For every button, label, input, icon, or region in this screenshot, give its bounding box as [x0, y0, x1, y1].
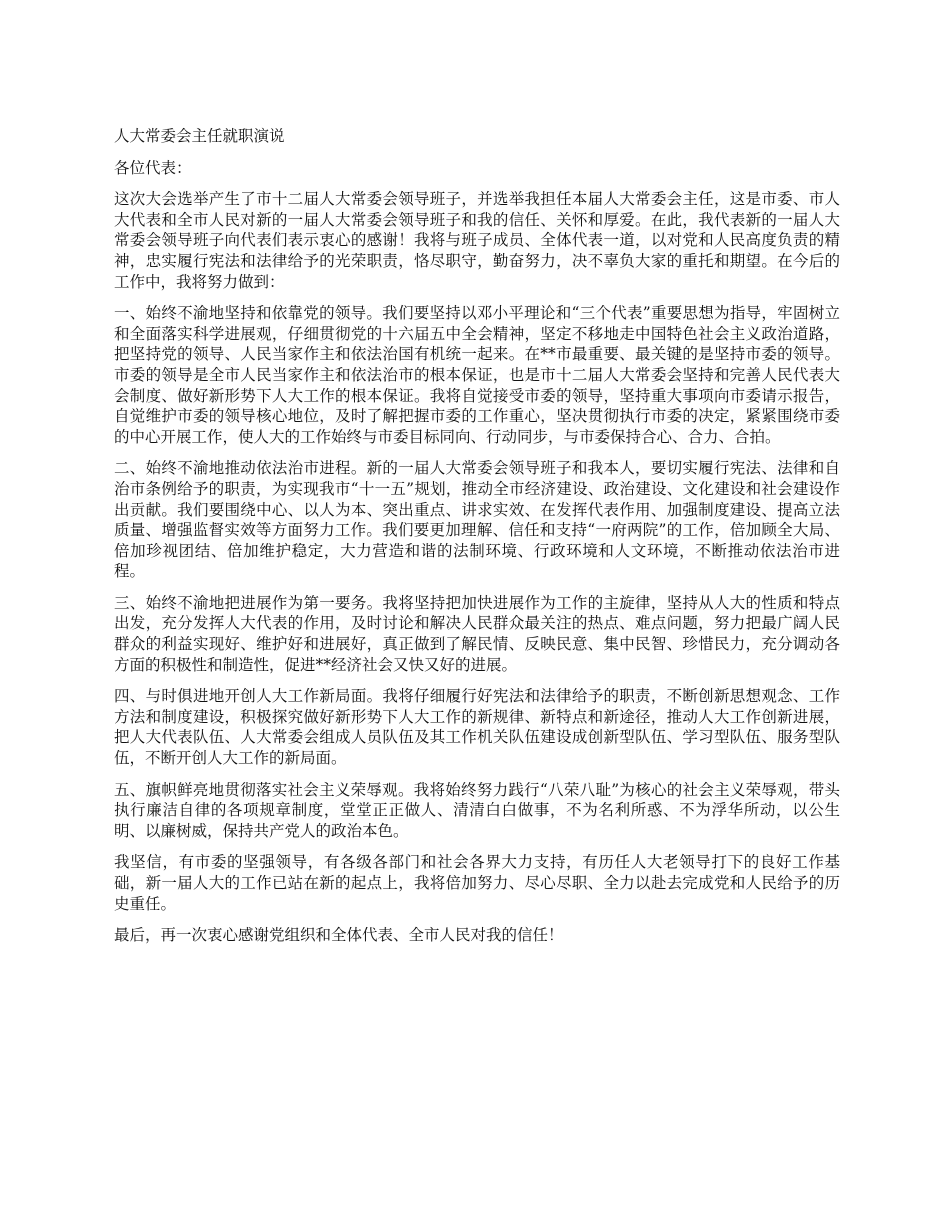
- paragraph-point-three: 三、始终不渝地把进展作为第一要务。我将坚持把加快进展作为工作的主旋律，坚持从人大的性质和特点出发，充分发挥人大代表的作用，及时讨论和解决人民群众最关注的热点、难点问题，努力把最广阔人民群众的利益实现好、维护好和进展好，真正做到了解民情、反映民意、集中民智、珍惜民力，充分调动各方面的积极性和制造性，促进**经济社会又快又好的进展。: [114, 593, 840, 674]
- salutation: 各位代表：: [114, 158, 192, 177]
- paragraph-point-four: 四、与时俱进地开创人大工作新局面。我将仔细履行好宪法和法律给予的职责，不断创新思想观念、工作方法和制度建设，积极探究做好新形势下人大工作的新规律、新特点和新途径，推动人大工作创新进展，把人大代表队伍、人大常委会组成人员队伍及其工作机关队伍建设成创新型队伍、学习型队伍、服务型队伍，不断开创人大工作的新局面。: [114, 687, 840, 768]
- paragraph-opening: 这次大会选举产生了市十二届人大常委会领导班子，并选举我担任本届人大常委会主任，这是市委、市人大代表和全市人民对新的一届人大常委会领导班子和我的信任、关怀和厚爱。在此，我代表新的一届人大常委会领导班子向代表们表示衷心的感谢！我将与班子成员、全体代表一道，以对党和人民高度负责的精神，忠实履行宪法和法律给予的光荣职责，恪尽职守，勤奋努力，决不辜负大家的重托和期望。在今后的工作中，我将努力做到：: [114, 190, 840, 291]
- paragraph-conviction: 我坚信，有市委的坚强领导，有各级各部门和社会各界大力支持，有历任人大老领导打下的良好工作基础，新一届人大的工作已站在新的起点上，我将倍加努力、尽心尽职、全力以赴去完成党和人民给予的历史重任。: [114, 853, 840, 913]
- paragraph-closing: 最后，再一次衷心感谢党组织和全体代表、全市人民对我的信任！: [114, 926, 564, 945]
- paragraph-point-one: 一、始终不渝地坚持和依靠党的领导。我们要坚持以邓小平理论和“三个代表”重要思想为指导，牢固树立和全面落实科学进展观，仔细贯彻党的十六届五中全会精神，坚定不移地走中国特色社会主义政治道路，把坚持党的领导、人民当家作主和依法治国有机统一起来。在**市最重要、最关键的是坚持市委的领导。市委的领导是全市人民当家作主和依法治市的根本保证，也是市十二届人大常委会坚持和完善人民代表大会制度、做好新形势下人大工作的根本保证。我将自觉接受市委的领导，坚持重大事项向市委请示报告，自觉维护市委的领导核心地位，及时了解把握市委的工作重心，坚决贯彻执行市委的决定，紧紧围绕市委的中心开展工作，使人大的工作始终与市委目标同向、行动同步，与市委保持合心、合力、合拍。: [114, 304, 840, 446]
- paragraph-point-five: 五、旗帜鲜亮地贯彻落实社会主义荣辱观。我将始终努力践行“八荣八耻”为核心的社会主义荣辱观，带头执行廉洁自律的各项规章制度，堂堂正正做人、清清白白做事，不为名利所惑、不为浮华所动，以公生明、以廉树威，保持共产党人的政治本色。: [114, 780, 840, 840]
- document-title: 人大常委会主任就职演说: [114, 127, 285, 145]
- paragraph-point-two: 二、始终不渝地推动依法治市进程。新的一届人大常委会领导班子和我本人，要切实履行宪法、法律和自治市条例给予的职责，为实现我市“十一五”规划，推动全市经济建设、政治建设、文化建设和社会建设作出贡献。我们要围绕中心、以人为本、突出重点、讲求实效、在发挥代表作用、加强制度建设、提高立法质量、增强监督实效等方面努力工作。我们要更加理解、信任和支持“一府两院”的工作，倍加顾全大局、倍加珍视团结、倍加维护稳定，大力营造和谐的法制环境、行政环境和人文环境，不断推动依法治市进程。: [114, 459, 840, 581]
- document-page: [114, 126, 840, 957]
